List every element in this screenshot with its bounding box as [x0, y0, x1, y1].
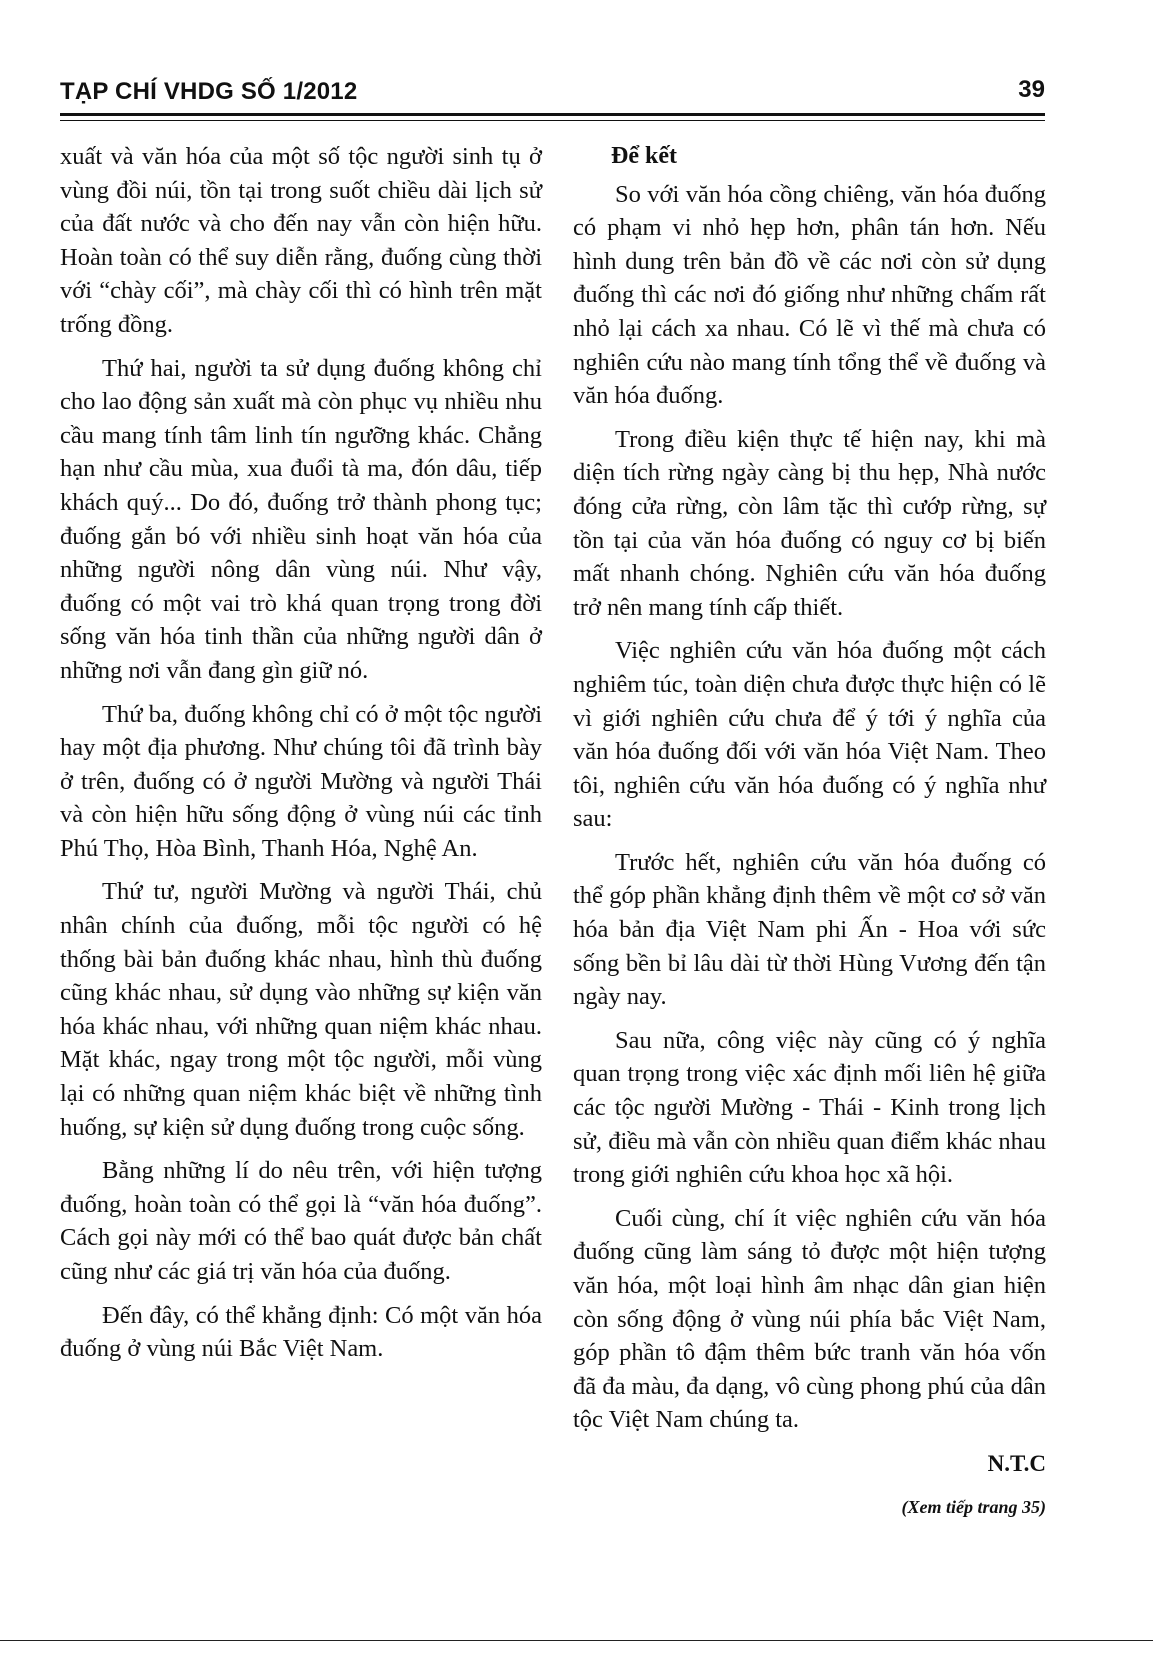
right-paragraph-6: Cuối cùng, chí ít việc nghiên cứu văn hóa đuống cũng làm sáng tỏ được một hiện tượng văn hóa, một loại hình âm nhạc dân gian hiện còn sống động ở vùng núi phía bắc Việt Nam, góp phần tô đậm thêm bức tranh văn hóa vốn đã đa màu, đa dạng, vô cùng phong phú của dân tộc Việt Nam chúng ta.	[573, 1204, 1046, 1434]
right-paragraph-2: Trong điều kiện thực tế hiện nay, khi mà diện tích rừng ngày càng bị thu hẹp, Nhà nước đóng cửa rừng, còn lâm tặc thì cướp rừng, sự tồn tại của văn hóa đuống có nguy cơ bị biến mất nhanh chóng. Nghiên cứu văn hóa đuống trở nên mang tính cấp thiết.	[573, 425, 1046, 621]
left-paragraph-6: Đến đây, có thể khẳng định: Có một văn hóa đuống ở vùng núi Bắc Việt Nam.	[60, 1301, 542, 1363]
left-paragraph-1: xuất và văn hóa của một số tộc người sinh tụ ở vùng đồi núi, tồn tại trong suốt chiều dài lịch sử của đất nước và cho đến nay vẫn còn hiện hữu. Hoàn toàn có thể suy diễn rằng, đuống cùng thời với “chày cối”, mà chày cối thì có hình trên mặt trống đồng.	[60, 143, 542, 338]
header-rule-thin	[60, 120, 1045, 121]
right-paragraph-3: Việc nghiên cứu văn hóa đuống một cách nghiêm túc, toàn diện chưa được thực hiện có lẽ vì giới nghiên cứu chưa để ý tới ý nghĩa của văn hóa đuống đối với văn hóa Việt Nam. Theo tôi, nghiên cứu văn hóa đuống có ý nghĩa như sau:	[573, 637, 1046, 833]
right-paragraph-4: Trước hết, nghiên cứu văn hóa đuống có thể góp phần khẳng định thêm về một cơ sở văn hóa bản địa Việt Nam phi Ấn - Hoa với sức sống bền bỉ lâu dài từ thời Hùng Vương đến tận ngày nay.	[573, 848, 1046, 1011]
page-number: 39	[1018, 76, 1045, 103]
journal-title: TẠP CHÍ VHDG SỐ 1/2012	[60, 78, 358, 105]
left-paragraph-4: Thứ tư, người Mường và người Thái, chủ nhân chính của đuống, mỗi tộc người có hệ thống bài bản đuống khác nhau, hình thù đuống cũng khác nhau, sử dụng vào những sự kiện văn hóa khác nhau, với những quan niệm khác nhau. Mặt khác, ngay trong một tộc người, mỗi vùng lại có những quan niệm khác biệt về những tình huống, sự kiện sử dụng đuống trong cuộc sống.	[60, 878, 542, 1141]
left-paragraph-2: Thứ hai, người ta sử dụng đuống không chỉ cho lao động sản xuất mà còn phục vụ nhiều nhu cầu mang tính tâm linh tín ngưỡng khác. Chẳng hạn như cầu mùa, xua đuổi tà ma, đón dâu, tiếp khách quý... Do đó, đuống trở thành phong tục; đuống gắn bó với nhiều sinh hoạt văn hóa của những người nông dân vùng núi. Như vậy, đuống có một vai trò khá quan trọng trong đời sống văn hóa tinh thần của những người dân ở những nơi vẫn đang gìn giữ nó.	[60, 354, 542, 684]
bottom-border	[0, 1640, 1153, 1641]
right-column	[573, 140, 1046, 1524]
left-paragraph-3: Thứ ba, đuống không chỉ có ở một tộc người hay một địa phương. Như chúng tôi đã trình bày ở trên, đuống có ở người Mường và người Thái và còn hiện hữu sống động ở vùng núi các tỉnh Phú Thọ, Hòa Bình, Thanh Hóa, Nghệ An.	[60, 700, 542, 862]
author-signature: N.T.C	[987, 1450, 1046, 1476]
right-paragraph-5: Sau nữa, công việc này cũng có ý nghĩa quan trọng trong việc xác định mối liên hệ giữa các tộc người Mường - Thái - Kinh trong lịch sử, điều mà vẫn còn nhiều quan điểm khác nhau trong giới nghiên cứu khoa học xã hội.	[573, 1026, 1046, 1189]
right-paragraph-1: So với văn hóa cồng chiêng, văn hóa đuống có phạm vi nhỏ hẹp hơn, phân tán hơn. Nếu hình dung trên bản đồ về các nơi còn sử dụng đuống thì các nơi đó giống như những chấm rất nhỏ lại cách xa nhau. Có lẽ vì thế mà chưa có nghiên cứu nào mang tính tổng thể về đuống và văn hóa đuống.	[573, 180, 1046, 410]
section-heading: Để kết	[611, 143, 677, 169]
page-header	[60, 78, 1045, 112]
continued-note: (Xem tiếp trang 35)	[901, 1496, 1046, 1517]
left-column	[60, 140, 542, 1376]
left-paragraph-5: Bằng những lí do nêu trên, với hiện tượng đuống, hoàn toàn có thể gọi là “văn hóa đuống”. Cách gọi này mới có thể bao quát được bản chất cũng như các giá trị văn hóa của đuống.	[60, 1157, 542, 1285]
header-rule-thick	[60, 113, 1045, 116]
